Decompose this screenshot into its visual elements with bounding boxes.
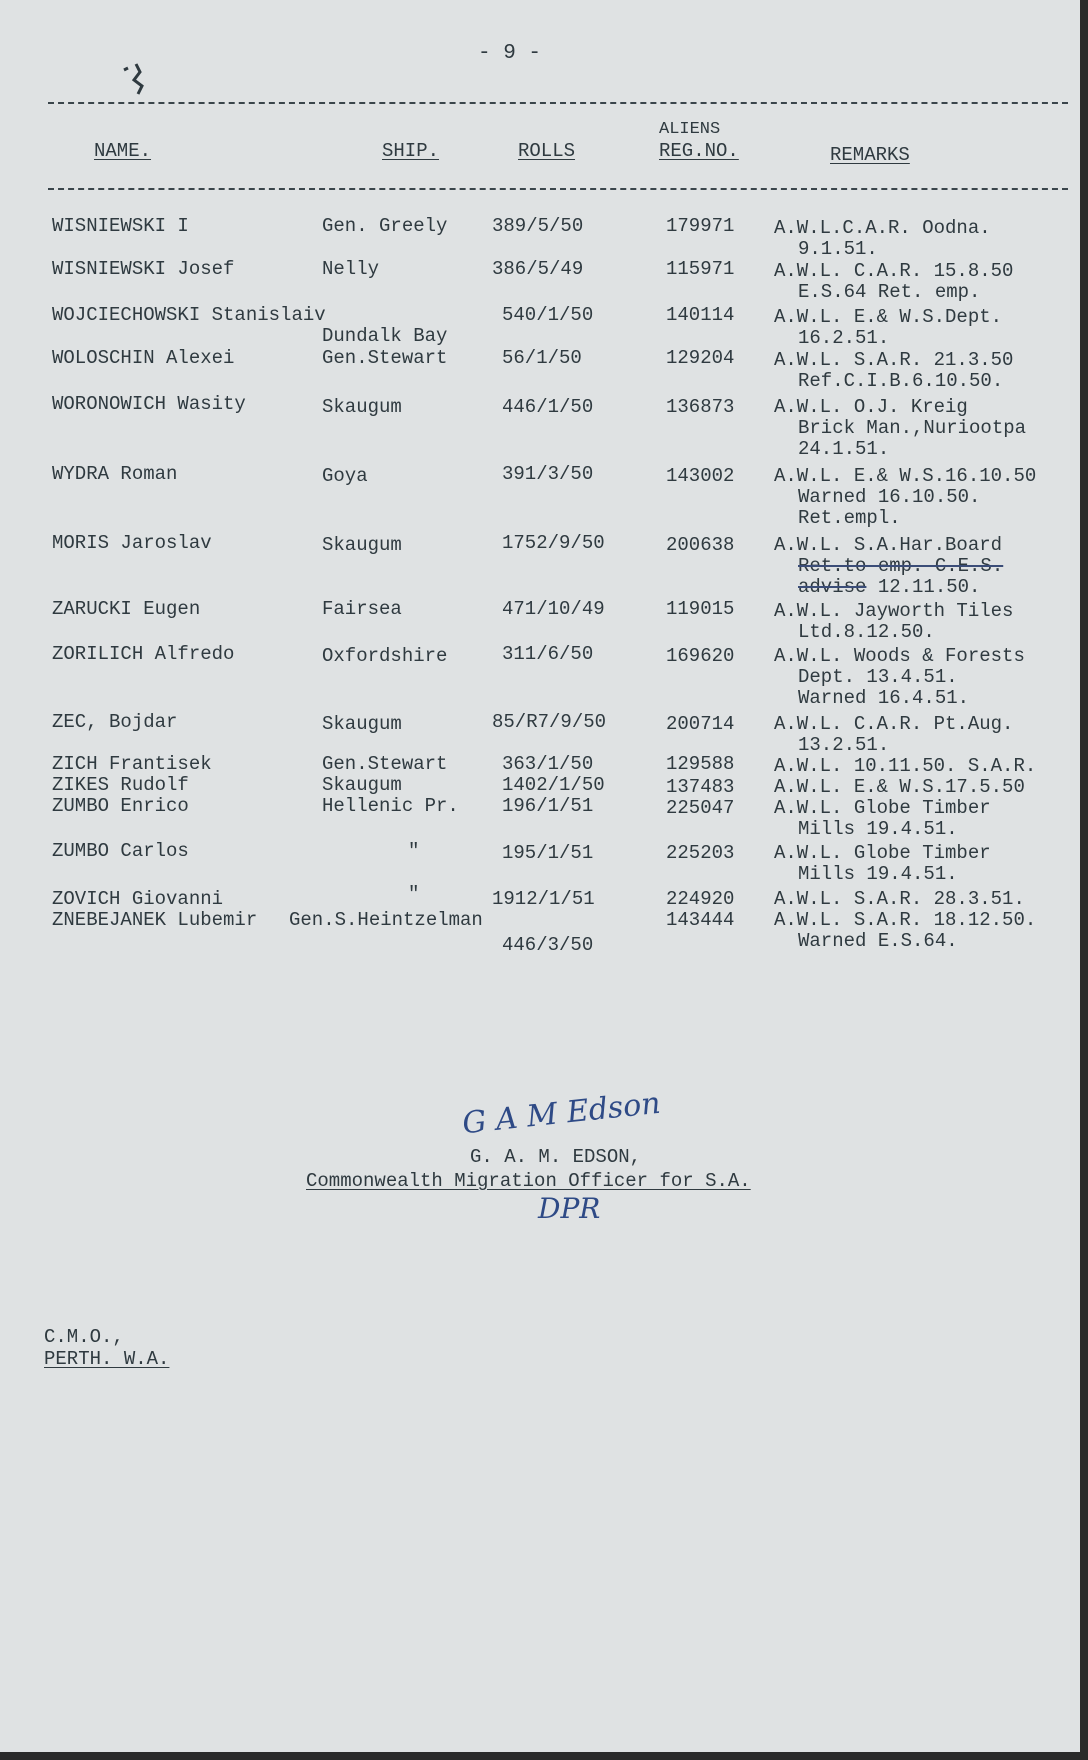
struck-remark: advise (798, 576, 867, 598)
row-remarks: A.W.L. S.A.R. 21.3.50 Ref.C.I.B.6.10.50. (774, 349, 1014, 392)
header-rule-bottom (48, 188, 1068, 190)
row-ship: " (408, 883, 420, 905)
row-ship: " (408, 840, 420, 862)
column-header-reg-no: REG.NO. (659, 140, 739, 162)
scan-border-bottom (0, 1752, 1088, 1760)
row-rolls: 540/1/50 (502, 304, 594, 326)
row-remarks: A.W.L.C.A.R. Oodna. 9.1.51. (774, 217, 991, 260)
row-name: WISNIEWSKI I (52, 215, 189, 237)
row-reg-no: 136873 (666, 396, 735, 418)
signatory-name: G. A. M. EDSON, (470, 1146, 642, 1168)
row-remarks: A.W.L. Woods & Forests Dept. 13.4.51. Warned 16.4.51. (774, 645, 1025, 709)
row-name: ZUMBO Carlos (52, 840, 189, 862)
row-reg-no: 129204 (666, 347, 735, 369)
row-reg-no: 225203 (666, 842, 735, 864)
row-name: WOLOSCHIN Alexei (52, 347, 235, 369)
row-reg-no: 140114 (666, 304, 735, 326)
column-header-rolls: ROLLS (518, 140, 576, 162)
page-number: - 9 - (478, 42, 542, 65)
row-rolls: 1752/9/50 (502, 532, 605, 554)
row-ship: Skaugum (322, 774, 402, 796)
row-ship: Nelly (322, 258, 380, 280)
row-name: ZOVICH Giovanni (52, 888, 224, 910)
row-ship: Goya (322, 465, 368, 487)
row-reg-no: 129588 (666, 753, 735, 775)
header-rule-top (48, 102, 1068, 104)
row-rolls: 56/1/50 (502, 347, 582, 369)
row-name: WISNIEWSKI Josef (52, 258, 235, 280)
row-reg-no: 225047 (666, 797, 735, 819)
row-rolls: 85/R7/9/50 (492, 711, 607, 733)
row-rolls: 1402/1/50 (502, 774, 605, 796)
row-remarks: A.W.L. C.A.R. Pt.Aug. 13.2.51. (774, 713, 1014, 756)
row-rolls: 311/6/50 (502, 643, 594, 665)
row-ship: Fairsea (322, 598, 402, 620)
row-reg-no: 169620 (666, 645, 735, 667)
row-name: ZEC, Bojdar (52, 711, 178, 733)
row-rolls: 471/10/49 (502, 598, 605, 620)
row-reg-no: 143002 (666, 465, 735, 487)
row-reg-no: 200638 (666, 534, 735, 556)
scan-border-right (1080, 0, 1088, 1760)
column-header-aliens: ALIENS (659, 120, 721, 139)
row-remarks: A.W.L. O.J. Kreig Brick Man.,Nuriootpa 24.1.51. (774, 396, 1027, 460)
row-ship: Hellenic Pr. (322, 795, 459, 817)
address-line-2: PERTH. W.A. (44, 1348, 170, 1370)
column-header-ship: SHIP. (382, 140, 440, 162)
row-ship: Skaugum (322, 713, 402, 735)
row-remarks: A.W.L. E.& W.S.17.5.50 (774, 776, 1025, 798)
row-name: ZORILICH Alfredo (52, 643, 235, 665)
row-rolls: 195/1/51 (502, 842, 594, 864)
signatory-title: Commonwealth Migration Officer for S.A. (306, 1170, 751, 1192)
row-rolls: 196/1/51 (502, 795, 594, 817)
row-name: ZIKES Rudolf (52, 774, 189, 796)
row-name: WYDRA Roman (52, 463, 178, 485)
row-reg-no: 200714 (666, 713, 735, 735)
row-ship: Dundalk Bay (322, 325, 448, 347)
row-reg-no: 179971 (666, 215, 735, 237)
row-ship: Gen.Stewart (322, 347, 448, 369)
column-header-remarks: REMARKS (830, 144, 910, 166)
row-ship: Gen.S.Heintzelman (289, 909, 483, 931)
row-remarks: A.W.L. 10.11.50. S.A.R. (774, 755, 1037, 777)
row-rolls: 386/5/49 (492, 258, 584, 280)
row-name: MORIS Jaroslav (52, 532, 212, 554)
row-remarks: A.W.L. S.A.Har.Board Ret.to emp. C.E.S. advise 12.11.50. (774, 534, 1004, 598)
address-line-1: C.M.O., (44, 1326, 124, 1348)
row-name: ZICH Frantisek (52, 753, 212, 775)
handwritten-signature: G A M Edson (460, 1085, 663, 1142)
row-ship: Skaugum (322, 396, 402, 418)
row-rolls: 446/3/50 (502, 934, 594, 956)
row-reg-no: 224920 (666, 888, 735, 910)
struck-remark: Ret.to emp. C.E.S. (798, 555, 1004, 577)
row-remarks: A.W.L. E.& W.S.Dept. 16.2.51. (774, 306, 1003, 349)
row-reg-no: 137483 (666, 776, 735, 798)
row-remarks: A.W.L. Jayworth Tiles Ltd.8.12.50. (774, 600, 1014, 643)
row-remarks: A.W.L. S.A.R. 28.3.51. (774, 888, 1025, 910)
row-reg-no: 143444 (666, 909, 735, 931)
row-rolls: 363/1/50 (502, 753, 594, 775)
row-name: ZUMBO Enrico (52, 795, 189, 817)
row-name: ZARUCKI Eugen (52, 598, 201, 620)
row-rolls: 389/5/50 (492, 215, 584, 237)
column-header-name: NAME. (94, 140, 152, 162)
row-reg-no: 115971 (666, 258, 735, 280)
row-ship: Oxfordshire (322, 645, 448, 667)
row-remarks: A.W.L. Globe Timber Mills 19.4.51. (774, 797, 991, 840)
row-name: WORONOWICH Wasity (52, 393, 246, 415)
row-ship: Gen.Stewart (322, 753, 448, 775)
row-ship: Skaugum (322, 534, 402, 556)
row-rolls: 391/3/50 (502, 463, 594, 485)
handwritten-initials: DPR (538, 1192, 601, 1225)
row-name: ZNEBEJANEK Lubemir (52, 909, 258, 931)
row-remarks: A.W.L. E.& W.S.16.10.50 Warned 16.10.50. Ret.empl. (774, 465, 1037, 529)
row-rolls: 1912/1/51 (492, 888, 595, 910)
row-remarks: A.W.L. Globe Timber Mills 19.4.51. (774, 842, 991, 885)
row-rolls: 446/1/50 (502, 396, 594, 418)
row-ship: Gen. Greely (322, 215, 448, 237)
row-remarks: A.W.L. S.A.R. 18.12.50. Warned E.S.64. (774, 909, 1037, 952)
row-remarks: A.W.L. C.A.R. 15.8.50 E.S.64 Ret. emp. (774, 260, 1014, 303)
row-name: WOJCIECHOWSKI Stanislaiv (52, 304, 326, 326)
row-reg-no: 119015 (666, 598, 735, 620)
